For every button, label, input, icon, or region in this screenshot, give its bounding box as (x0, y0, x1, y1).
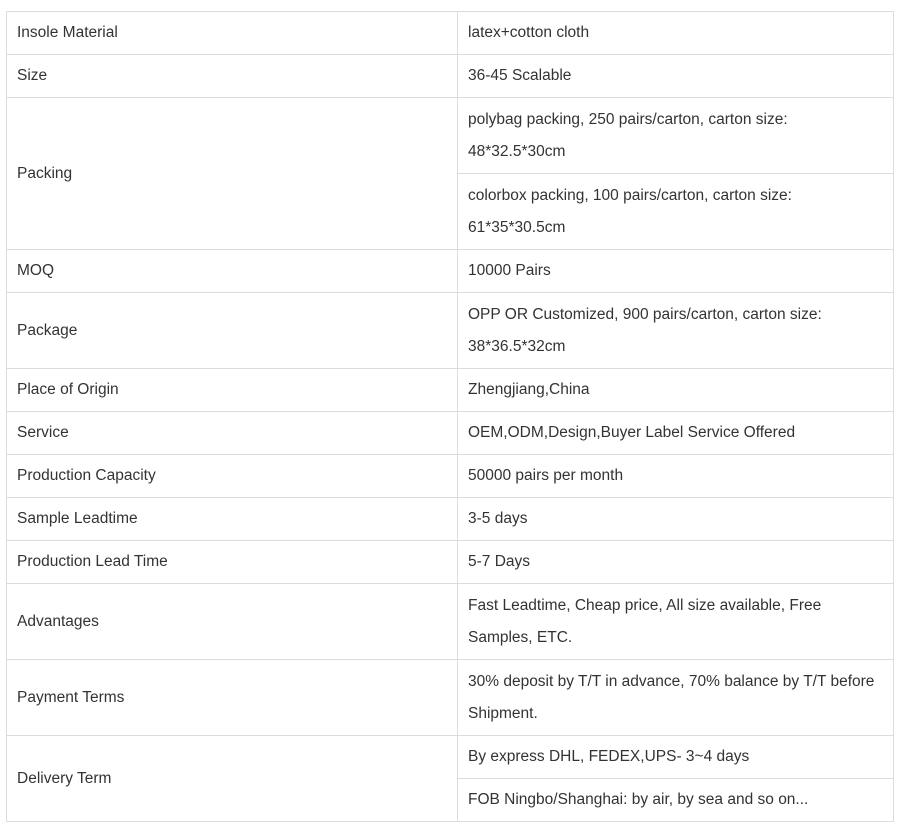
spec-label-package: Package (7, 293, 458, 369)
table-row (7, 55, 894, 98)
spec-value-delivery-fob: FOB Ningbo/Shanghai: by air, by sea and so on... (458, 779, 894, 822)
spec-label-advantages: Advantages (7, 584, 458, 660)
spec-value-delivery-express: By express DHL, FEDEX,UPS- 3~4 days (458, 736, 894, 779)
spec-label-payment-terms: Payment Terms (7, 660, 458, 736)
spec-label-moq: MOQ (7, 250, 458, 293)
spec-value-service: OEM,ODM,Design,Buyer Label Service Offered (458, 412, 894, 455)
table-row (7, 12, 894, 55)
table-row (7, 498, 894, 541)
spec-value-payment-terms: 30% deposit by T/T in advance, 70% balance by T/T before Shipment. (458, 660, 894, 736)
spec-label-production-capacity: Production Capacity (7, 455, 458, 498)
table-row (7, 455, 894, 498)
spec-label-service: Service (7, 412, 458, 455)
spec-value-advantages: Fast Leadtime, Cheap price, All size available, Free Samples, ETC. (458, 584, 894, 660)
table-row (7, 660, 894, 736)
table-row (7, 412, 894, 455)
spec-label-packing: Packing (7, 98, 458, 250)
spec-label-insole-material: Insole Material (7, 12, 458, 55)
spec-value-size: 36-45 Scalable (458, 55, 894, 98)
spec-value-production-capacity: 50000 pairs per month (458, 455, 894, 498)
spec-value-packing-colorbox: colorbox packing, 100 pairs/carton, carton size: 61*35*30.5cm (458, 174, 894, 250)
spec-value-packing-polybag: polybag packing, 250 pairs/carton, carton size: 48*32.5*30cm (458, 98, 894, 174)
table-row (7, 293, 894, 369)
spec-label-size: Size (7, 55, 458, 98)
spec-value-place-of-origin: Zhengjiang,China (458, 369, 894, 412)
spec-value-sample-leadtime: 3-5 days (458, 498, 894, 541)
spec-value-package: OPP OR Customized, 900 pairs/carton, carton size: 38*36.5*32cm (458, 293, 894, 369)
product-spec-table (6, 11, 894, 822)
spec-label-delivery-term: Delivery Term (7, 736, 458, 822)
table-row (7, 369, 894, 412)
spec-value-production-lead-time: 5-7 Days (458, 541, 894, 584)
spec-value-moq: 10000 Pairs (458, 250, 894, 293)
table-row (7, 250, 894, 293)
spec-value-insole-material: latex+cotton cloth (458, 12, 894, 55)
table-row (7, 541, 894, 584)
spec-label-production-lead-time: Production Lead Time (7, 541, 458, 584)
spec-label-sample-leadtime: Sample Leadtime (7, 498, 458, 541)
spec-label-place-of-origin: Place of Origin (7, 369, 458, 412)
table-row (7, 584, 894, 660)
table-row (7, 736, 894, 779)
table-row (7, 98, 894, 174)
